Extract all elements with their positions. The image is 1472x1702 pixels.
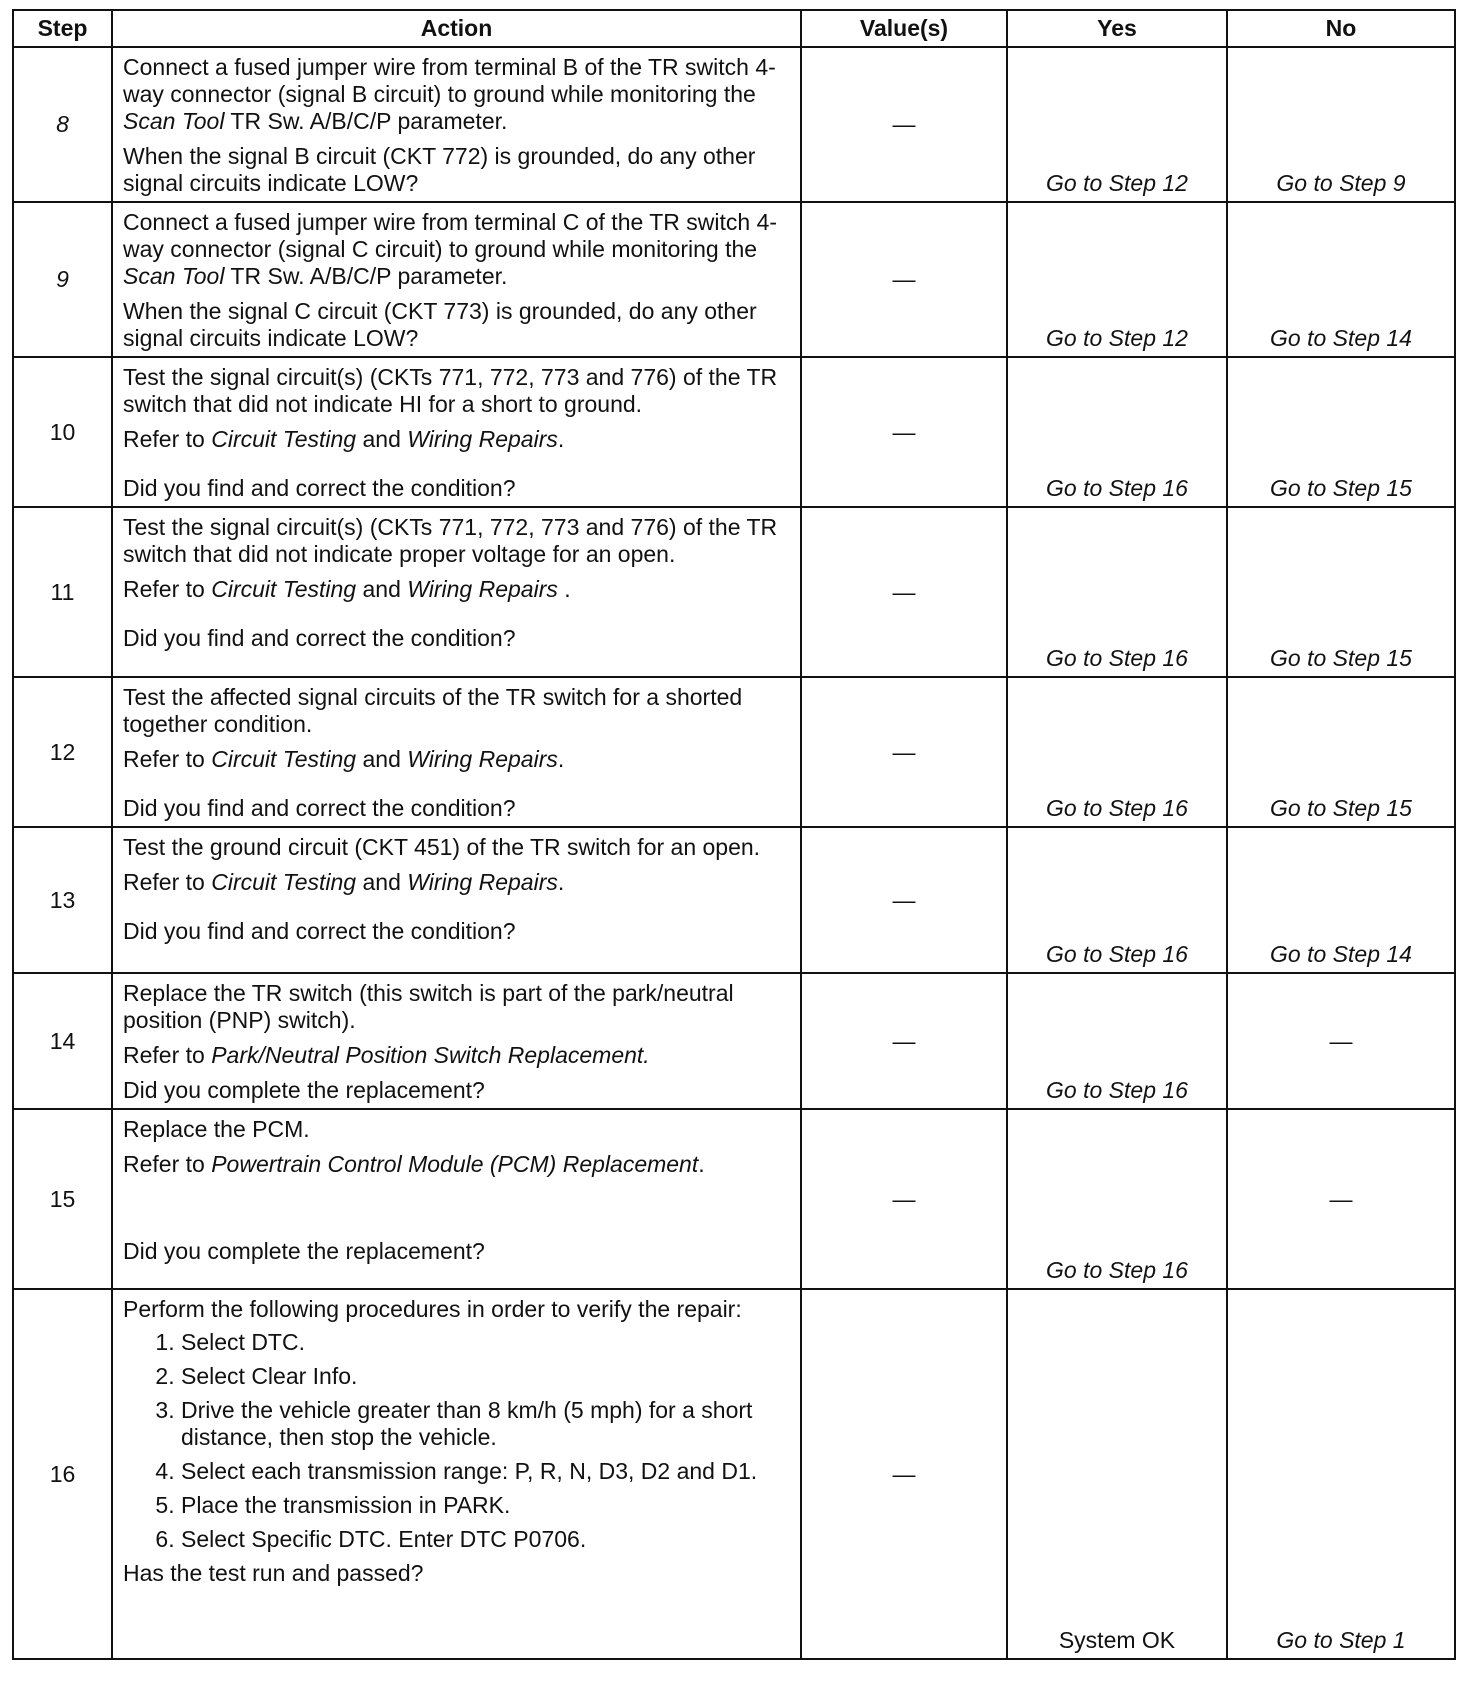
action-cell xyxy=(112,1289,801,1659)
action-question: Did you find and correct the condition? xyxy=(123,795,516,821)
yes-cell: Go to Step 16 xyxy=(1007,677,1227,827)
no-cell: Go to Step 1 xyxy=(1227,1289,1455,1659)
no-cell: — xyxy=(1227,973,1455,1109)
table-row xyxy=(13,357,1455,507)
action-reference: Refer to Circuit Testing and Wiring Repairs. xyxy=(123,869,565,895)
step-number: 9 xyxy=(13,202,112,357)
action-cell xyxy=(112,47,801,202)
value-cell: — xyxy=(801,827,1007,973)
table-row xyxy=(13,507,1455,677)
yes-cell: Go to Step 16 xyxy=(1007,357,1227,507)
action-question: Did you complete the replacement? xyxy=(123,1238,485,1264)
value-cell: — xyxy=(801,677,1007,827)
value-cell: — xyxy=(801,973,1007,1109)
no-cell: — xyxy=(1227,1109,1455,1289)
action-text: Connect a fused jumper wire from terminal B of the TR switch 4-way connector (signal B circuit) to ground while monitoring the Scan Tool TR Sw. A/B/C/P parameter. xyxy=(123,54,776,134)
list-item: 4. Select each transmission range: P, R, N, D3, D2 and D1. xyxy=(181,1458,790,1485)
action-reference: Refer to Circuit Testing and Wiring Repairs . xyxy=(123,576,571,602)
table-row xyxy=(13,202,1455,357)
action-text: Test the signal circuit(s) (CKTs 771, 772, 773 and 776) of the TR switch that did not indicate HI for a short to ground. xyxy=(123,364,778,417)
step-number: 14 xyxy=(13,973,112,1109)
action-reference: Refer to Powertrain Control Module (PCM) Replacement. xyxy=(123,1151,705,1177)
value-cell: — xyxy=(801,1109,1007,1289)
header-action: Action xyxy=(112,10,801,47)
table-row xyxy=(13,1109,1455,1289)
yes-cell: Go to Step 16 xyxy=(1007,827,1227,973)
list-item: 3. Drive the vehicle greater than 8 km/h (5 mph) for a short distance, then stop the vehicle. xyxy=(181,1397,790,1451)
table-row xyxy=(13,1289,1455,1659)
step-number: 11 xyxy=(13,507,112,677)
step-number: 12 xyxy=(13,677,112,827)
yes-cell: Go to Step 16 xyxy=(1007,973,1227,1109)
action-cell xyxy=(112,202,801,357)
value-cell: — xyxy=(801,47,1007,202)
no-cell: Go to Step 15 xyxy=(1227,507,1455,677)
step-number: 13 xyxy=(13,827,112,973)
action-question: When the signal C circuit (CKT 773) is grounded, do any other signal circuits indicate LOW? xyxy=(123,298,757,351)
action-cell xyxy=(112,507,801,677)
action-reference: Refer to Circuit Testing and Wiring Repairs. xyxy=(123,426,565,452)
action-question: Did you find and correct the condition? xyxy=(123,918,516,944)
action-question: When the signal B circuit (CKT 772) is grounded, do any other signal circuits indicate LOW? xyxy=(123,143,756,196)
action-question: Did you complete the replacement? xyxy=(123,1077,485,1103)
no-cell: Go to Step 14 xyxy=(1227,827,1455,973)
table-row xyxy=(13,677,1455,827)
step-number: 8 xyxy=(13,47,112,202)
action-text: Replace the PCM. xyxy=(123,1116,310,1142)
action-text: Test the ground circuit (CKT 451) of the TR switch for an open. xyxy=(123,834,761,860)
table-row xyxy=(13,973,1455,1109)
table-row xyxy=(13,47,1455,202)
value-cell: — xyxy=(801,1289,1007,1659)
step-number: 16 xyxy=(13,1289,112,1659)
action-cell xyxy=(112,827,801,973)
header-row xyxy=(13,10,1455,47)
action-cell xyxy=(112,1109,801,1289)
step-number: 15 xyxy=(13,1109,112,1289)
action-question: Did you find and correct the condition? xyxy=(123,625,516,651)
value-cell: — xyxy=(801,507,1007,677)
table-row xyxy=(13,827,1455,973)
header-value: Value(s) xyxy=(801,10,1007,47)
no-cell: Go to Step 9 xyxy=(1227,47,1455,202)
action-cell xyxy=(112,357,801,507)
step-number: 10 xyxy=(13,357,112,507)
list-item: 5. Place the transmission in PARK. xyxy=(181,1492,790,1519)
action-text: Connect a fused jumper wire from terminal C of the TR switch 4-way connector (signal C circuit) to ground while monitoring the Scan Tool TR Sw. A/B/C/P parameter. xyxy=(123,209,778,289)
no-cell: Go to Step 15 xyxy=(1227,357,1455,507)
yes-cell: System OK xyxy=(1007,1289,1227,1659)
action-cell xyxy=(112,973,801,1109)
header-yes: Yes xyxy=(1007,10,1227,47)
action-reference: Refer to Circuit Testing and Wiring Repairs. xyxy=(123,746,565,772)
no-cell: Go to Step 14 xyxy=(1227,202,1455,357)
action-question: Has the test run and passed? xyxy=(123,1560,424,1586)
yes-cell: Go to Step 16 xyxy=(1007,507,1227,677)
header-no: No xyxy=(1227,10,1455,47)
value-cell: — xyxy=(801,357,1007,507)
action-text: Replace the TR switch (this switch is part of the park/neutral position (PNP) switch). xyxy=(123,980,734,1033)
yes-cell: Go to Step 16 xyxy=(1007,1109,1227,1289)
action-text: Test the signal circuit(s) (CKTs 771, 772, 773 and 776) of the TR switch that did not indicate proper voltage for an open. xyxy=(123,514,778,567)
list-item: 1. Select DTC. xyxy=(181,1329,790,1356)
list-item: 2. Select Clear Info. xyxy=(181,1363,790,1390)
value-cell: — xyxy=(801,202,1007,357)
action-text: Test the affected signal circuits of the TR switch for a shorted together condition. xyxy=(123,684,743,737)
action-question: Did you find and correct the condition? xyxy=(123,475,516,501)
no-cell: Go to Step 15 xyxy=(1227,677,1455,827)
action-reference: Refer to Park/Neutral Position Switch Replacement. xyxy=(123,1042,650,1068)
yes-cell: Go to Step 12 xyxy=(1007,47,1227,202)
action-cell xyxy=(112,677,801,827)
diagnostic-table xyxy=(12,9,1456,1660)
header-step: Step xyxy=(13,10,112,47)
list-item: 6. Select Specific DTC. Enter DTC P0706. xyxy=(181,1526,790,1553)
procedure-list xyxy=(123,1329,790,1553)
yes-cell: Go to Step 12 xyxy=(1007,202,1227,357)
action-text: Perform the following procedures in order to verify the repair: xyxy=(123,1296,742,1322)
